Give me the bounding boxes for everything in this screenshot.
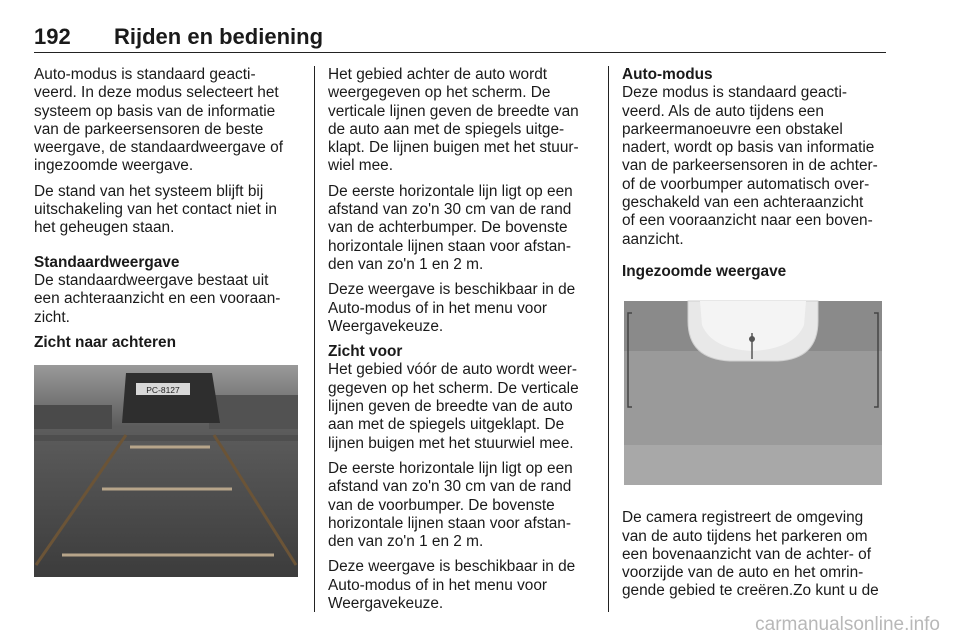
watermark: carmanualsonline.info	[755, 614, 940, 635]
section-heading: Standaardweergave	[34, 253, 180, 271]
top-view-image	[622, 295, 886, 493]
paragraph: De stand van het systeem blijft bij uitschakeling van het contact niet in het geheugen staan.	[34, 182, 277, 237]
column-divider	[314, 66, 315, 612]
paragraph: Deze weergave is beschikbaar in de Auto-modus of in het menu voor Weergavekeuze.	[328, 281, 576, 335]
column-divider	[608, 66, 609, 612]
paragraph: Auto-modus is standaard geacti- veerd. In deze modus selecteert het systeem op basis van de informatie van de parkeersensoren de beste weergave, de standaardweergave of ingezoomde weergave.	[34, 66, 283, 175]
section-heading: Ingezoomde weergave	[622, 262, 787, 280]
section-heading: Auto-modus	[622, 66, 713, 83]
paragraph: De camera registreert de omgeving van de auto tijdens het parkeren om een bovenaanzicht van de achter- of voorzijde van de auto en het omrin- gende gebied te creëren.Zo kunt u de	[622, 509, 879, 600]
paragraph: De eerste horizontale lijn ligt op een afstand van zo'n 30 cm van de rand van de achterbumper. De bovenste horizontale lijnen staan voor afstan- den van zo'n 1 en 2 m.	[328, 182, 573, 273]
column-left	[34, 66, 304, 587]
page-title: Rijden en bediening	[114, 24, 324, 49]
column-right	[622, 66, 888, 608]
paragraph: De standaardweergave bestaat uit een achteraanzicht en een vooraan- zicht.	[34, 271, 281, 326]
page-number: 192	[34, 24, 71, 49]
rear-camera-image	[34, 365, 298, 577]
paragraph: Deze weergave is beschikbaar in de Auto-modus of in het menu voor Weergavekeuze.	[328, 558, 576, 613]
section-heading: Zicht voor	[328, 343, 403, 361]
page-header	[34, 20, 886, 53]
license-plate-text: PC-8127	[146, 385, 180, 396]
paragraph: Het gebied vóór de auto wordt weer- gegeven op het scherm. De verticale lijnen geven de breedte van de auto aan met de spiegels uitgeklapt. De lijnen buigen met het stuurwiel mee.	[328, 361, 579, 452]
column-middle	[328, 66, 594, 620]
paragraph: Deze modus is standaard geacti- veerd. Als de auto tijdens een parkeermanoeuvre een obstakel nadert, wordt op basis van informatie van de parkeersensoren in de achter- of de voorbumper automatisch over- geschakeld van een achteraanzicht of een vooraanzicht naar een boven- aanzicht.	[622, 84, 878, 248]
paragraph: Het gebied achter de auto wordt weergegeven op het scherm. De verticale lijnen geven de breedte van de auto aan met de spiegels uitge- klapt. De lijnen buigen met het stuur- wiel mee.	[328, 66, 579, 175]
paragraph: De eerste horizontale lijn ligt op een afstand van zo'n 30 cm van de rand van de voorbumper. De bovenste horizontale lijnen staan voor afstan- den van zo'n 1 en 2 m.	[328, 459, 573, 551]
section-heading: Zicht naar achteren	[34, 333, 176, 351]
